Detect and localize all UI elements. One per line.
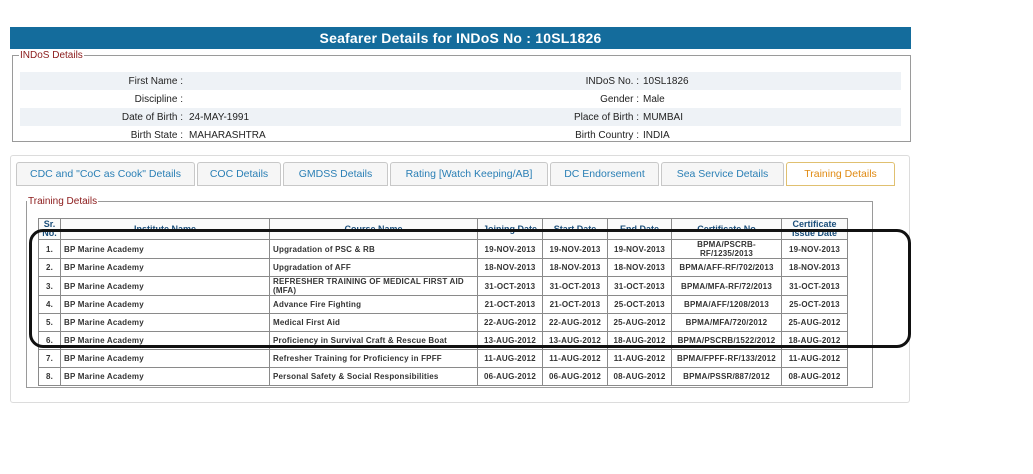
tab-dc-endorsement[interactable]: DC Endorsement [550,162,659,186]
indos-info-row [20,126,901,144]
certificate-issue-date-cell: 18-AUG-2012 [782,332,848,350]
institute-name-cell: BP Marine Academy [61,240,270,259]
table-row [39,240,848,259]
end-date-cell: 18-NOV-2013 [608,259,672,277]
col-end-date: End Date [608,219,672,240]
col-joining-date: Joining Date [478,219,543,240]
certificate-no-cell: BPMA/AFF/1208/2013 [672,296,782,314]
tab-coc-details[interactable]: COC Details [197,162,281,186]
field-value: 10SL1826 [643,76,689,87]
col-certificate-no: Certificate No [672,219,782,240]
end-date-cell: 25-OCT-2013 [608,296,672,314]
tab-rating-details[interactable]: Rating [Watch Keeping/AB] [390,162,548,186]
certificate-no-cell: BPMA/MFA-RF/72/2013 [672,277,782,296]
table-row [39,368,848,386]
training-details-legend: Training Details [28,196,98,207]
end-date-cell: 31-OCT-2013 [608,277,672,296]
tab-cdc-details[interactable]: CDC and "CoC as Cook" Details [16,162,195,186]
end-date-cell: 08-AUG-2012 [608,368,672,386]
course-name-cell: REFRESHER TRAINING OF MEDICAL FIRST AID (MFA) [270,277,478,296]
joining-date-cell: 21-OCT-2013 [478,296,543,314]
sr-no-cell: 2. [39,259,61,277]
tab-gmdss-details[interactable]: GMDSS Details [283,162,388,186]
start-date-cell: 06-AUG-2012 [543,368,608,386]
institute-name-cell: BP Marine Academy [61,368,270,386]
col-course-name: Course Name [270,219,478,240]
institute-name-cell: BP Marine Academy [61,259,270,277]
sr-no-cell: 1. [39,240,61,259]
sr-no-cell: 5. [39,314,61,332]
col-start-date: Start Date [543,219,608,240]
table-row [39,296,848,314]
field-value: MUMBAI [643,112,683,123]
course-name-cell: Medical First Aid [270,314,478,332]
start-date-cell: 19-NOV-2013 [543,240,608,259]
certificate-no-cell: BPMA/PSCRB/1522/2012 [672,332,782,350]
field-label: Discipline : [134,94,183,105]
end-date-cell: 25-AUG-2012 [608,314,672,332]
field-label: Gender : [600,94,639,105]
col-certificate-issue-date: Certificate Issue Date [782,219,848,240]
sr-no-cell: 4. [39,296,61,314]
certificate-issue-date-cell: 18-NOV-2013 [782,259,848,277]
tab-training-details[interactable]: Training Details [786,162,895,186]
start-date-cell: 13-AUG-2012 [543,332,608,350]
certificate-no-cell: BPMA/PSCRB-RF/1235/2013 [672,240,782,259]
institute-name-cell: BP Marine Academy [61,296,270,314]
indos-info-row [20,90,901,108]
indos-details-section [12,50,911,142]
course-name-cell: Proficiency in Survival Craft & Rescue Boat [270,332,478,350]
training-details-section [26,196,873,388]
details-panel [10,155,910,403]
indos-info-row [20,108,901,126]
course-name-cell: Refresher Training for Proficiency in FPFF [270,350,478,368]
certificate-no-cell: BPMA/PSSR/887/2012 [672,368,782,386]
table-row [39,314,848,332]
field-value: MAHARASHTRA [189,130,266,141]
certificate-issue-date-cell: 19-NOV-2013 [782,240,848,259]
indos-info-grid [20,72,901,144]
start-date-cell: 11-AUG-2012 [543,350,608,368]
start-date-cell: 22-AUG-2012 [543,314,608,332]
indos-details-legend: INDoS Details [20,50,83,61]
tab-sea-service-details[interactable]: Sea Service Details [661,162,784,186]
end-date-cell: 11-AUG-2012 [608,350,672,368]
training-table-header [39,219,848,240]
certificate-no-cell: BPMA/FPFF-RF/133/2012 [672,350,782,368]
field-label: Place of Birth : [573,112,639,123]
table-row [39,350,848,368]
joining-date-cell: 19-NOV-2013 [478,240,543,259]
col-sr-no: Sr. No. [39,219,61,240]
sr-no-cell: 6. [39,332,61,350]
sr-no-cell: 3. [39,277,61,296]
page-title: Seafarer Details for INDoS No : 10SL1826 [10,27,911,49]
joining-date-cell: 06-AUG-2012 [478,368,543,386]
joining-date-cell: 18-NOV-2013 [478,259,543,277]
training-table-body [39,240,848,386]
certificate-no-cell: BPMA/AFF-RF/702/2013 [672,259,782,277]
start-date-cell: 18-NOV-2013 [543,259,608,277]
col-institute-name: Institute Name [61,219,270,240]
field-label: INDoS No. : [585,76,639,87]
joining-date-cell: 31-OCT-2013 [478,277,543,296]
sr-no-cell: 7. [39,350,61,368]
end-date-cell: 18-AUG-2012 [608,332,672,350]
table-row [39,277,848,296]
field-label: First Name : [128,76,183,87]
training-table [38,218,848,386]
certificate-issue-date-cell: 11-AUG-2012 [782,350,848,368]
institute-name-cell: BP Marine Academy [61,314,270,332]
course-name-cell: Personal Safety & Social Responsibilities [270,368,478,386]
field-value: 24-MAY-1991 [189,112,250,123]
certificate-issue-date-cell: 25-OCT-2013 [782,296,848,314]
institute-name-cell: BP Marine Academy [61,350,270,368]
certificate-no-cell: BPMA/MFA/720/2012 [672,314,782,332]
certificate-issue-date-cell: 08-AUG-2012 [782,368,848,386]
certificate-issue-date-cell: 25-AUG-2012 [782,314,848,332]
institute-name-cell: BP Marine Academy [61,277,270,296]
course-name-cell: Upgradation of AFF [270,259,478,277]
joining-date-cell: 13-AUG-2012 [478,332,543,350]
field-label: Date of Birth : [121,112,183,123]
field-label: Birth Country : [575,130,639,141]
joining-date-cell: 22-AUG-2012 [478,314,543,332]
field-value: INDIA [643,130,670,141]
start-date-cell: 21-OCT-2013 [543,296,608,314]
field-value: Male [643,94,665,105]
sr-no-cell: 8. [39,368,61,386]
certificate-issue-date-cell: 31-OCT-2013 [782,277,848,296]
course-name-cell: Advance Fire Fighting [270,296,478,314]
table-row [39,259,848,277]
end-date-cell: 19-NOV-2013 [608,240,672,259]
table-row [39,332,848,350]
indos-info-row [20,72,901,90]
field-label: Birth State : [130,130,183,141]
course-name-cell: Upgradation of PSC & RB [270,240,478,259]
start-date-cell: 31-OCT-2013 [543,277,608,296]
joining-date-cell: 11-AUG-2012 [478,350,543,368]
institute-name-cell: BP Marine Academy [61,332,270,350]
